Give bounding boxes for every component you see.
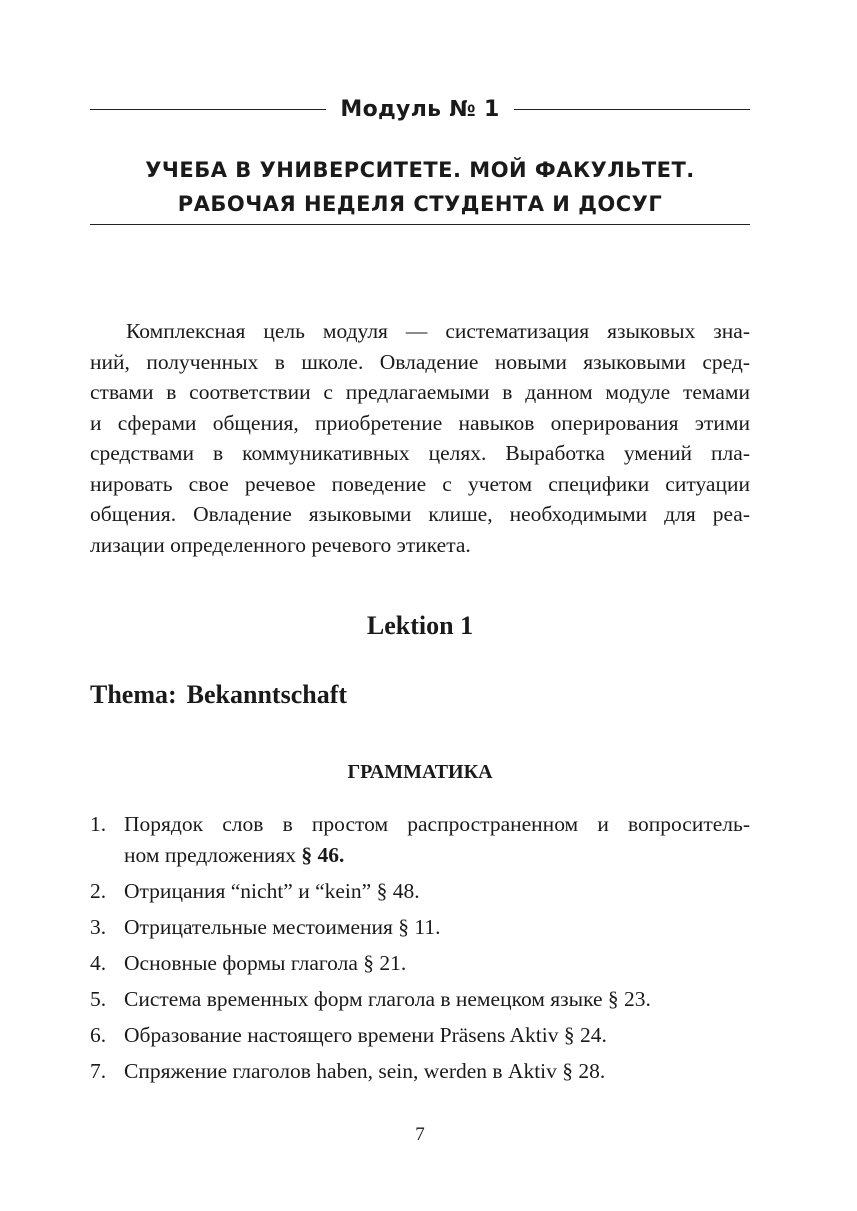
- theme-heading: [90, 675, 347, 715]
- list-item-text: Порядок слов в простом распространенном и вопроситель-: [124, 812, 750, 836]
- list-item-number: 1.: [90, 812, 107, 836]
- intro-line: Комплексная цель модуля — систематизация языковых зна-: [126, 319, 750, 343]
- paragraph-ref: § 46.: [301, 843, 345, 867]
- intro-line: ствами в соответствии с предлагаемыми в данном модуле темами: [90, 380, 750, 404]
- list-item: [90, 984, 750, 1015]
- unit-title-line: УЧЕБА В УНИВЕРСИТЕТЕ. МОЙ ФАКУЛЬТЕТ.: [145, 158, 695, 182]
- list-item-text: Система временных форм глагола в немецком языке § 23.: [124, 987, 651, 1011]
- intro-paragraph: [90, 316, 750, 560]
- list-item-text-cont: [124, 840, 750, 871]
- list-item-text: Основные формы глагола § 21.: [124, 951, 407, 975]
- list-item-number: 6.: [90, 1023, 107, 1047]
- intro-line: лизации определенного речевого этикета.: [90, 532, 471, 557]
- unit-title-line: РАБОЧАЯ НЕДЕЛЯ СТУДЕНТА И ДОСУГ: [177, 192, 663, 216]
- module-rule-left: [90, 109, 326, 110]
- grammar-list: [90, 809, 750, 1092]
- lesson-title: Lektion 1: [366, 611, 474, 640]
- intro-line: ний, полученных в школе. Овладение новыми языковыми сред-: [90, 349, 750, 374]
- module-rule-right: [514, 109, 750, 110]
- list-item: [90, 948, 750, 979]
- intro-line: нировать свое речевое поведение с учетом специфики ситуации: [90, 471, 750, 496]
- grammar-heading: ГРАММАТИКА: [347, 761, 493, 783]
- intro-line: средствами в коммуникативных целях. Выработка умений пла-: [90, 441, 750, 465]
- list-item-text: Образование настоящего времени Präsens Aktiv § 24.: [124, 1023, 607, 1047]
- unit-title: [90, 153, 750, 221]
- list-item-number: 4.: [90, 951, 107, 975]
- list-item: [90, 912, 750, 943]
- list-item: [90, 809, 750, 871]
- list-item-number: 7.: [90, 1059, 107, 1083]
- list-item-text: Спряжение глаголов haben, sein, werden в Aktiv § 28.: [124, 1059, 606, 1083]
- list-item: [90, 1056, 750, 1087]
- intro-line: общения. Овладение языковыми клише, необходимыми для реа-: [90, 502, 750, 526]
- list-item-text: ном предложениях: [124, 843, 296, 867]
- list-item-number: 2.: [90, 879, 107, 903]
- unit-title-rule: [90, 224, 750, 225]
- theme-value: Bekanntschaft: [186, 680, 348, 709]
- theme-label: Thema:: [90, 680, 177, 709]
- list-item: [90, 876, 750, 907]
- module-header: [90, 90, 750, 130]
- list-item-number: 3.: [90, 915, 107, 939]
- list-item-number: 5.: [90, 987, 107, 1011]
- list-item-text: Отрицательные местоимения § 11.: [124, 915, 441, 939]
- page-number: 7: [415, 1124, 425, 1145]
- module-title: Модуль № 1: [340, 97, 500, 122]
- list-item: [90, 1020, 750, 1051]
- list-item-text: Отрицания “nicht” и “kein” § 48.: [124, 879, 420, 903]
- intro-line: и сферами общения, приобретение навыков оперирования этими: [90, 410, 750, 435]
